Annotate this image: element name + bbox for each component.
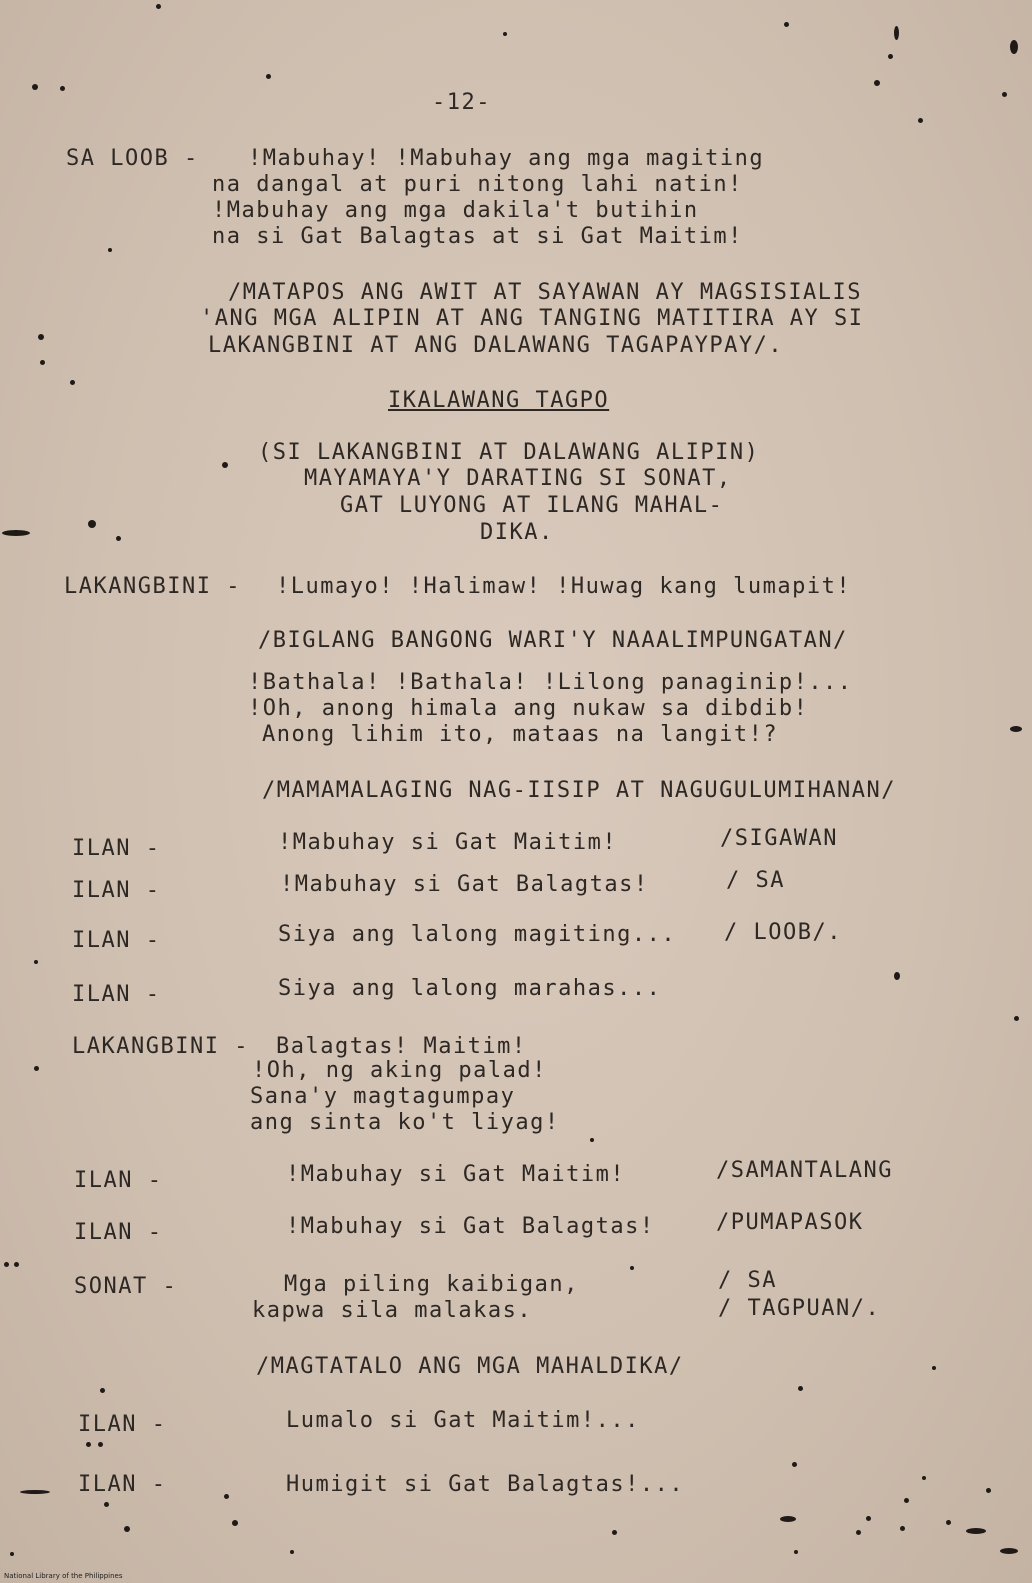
ink-speck — [798, 1386, 803, 1391]
ink-speck — [60, 86, 65, 91]
speaker-ilan: ILAN - — [72, 836, 161, 861]
verse-line: !Mabuhay! !Mabuhay ang mga magiting — [248, 146, 765, 171]
stage-direction: /BIGLANG BANGONG WARI'Y NAAALIMPUNGATAN/ — [258, 628, 848, 653]
scene-note: GAT LUYONG AT ILANG MAHAL- — [340, 493, 724, 518]
dialogue-line: Humigit si Gat Balagtas!... — [286, 1472, 685, 1497]
ink-speck — [932, 1366, 936, 1370]
ink-speck — [784, 22, 789, 27]
ink-speck — [1002, 92, 1007, 97]
dialogue-line: Siya ang lalong marahas... — [278, 976, 662, 1001]
dialogue-line: !Mabuhay si Gat Maitim! — [286, 1162, 626, 1187]
scene-note: MAYAMAYA'Y DARATING SI SONAT, — [304, 466, 732, 491]
ink-speck — [866, 1516, 871, 1521]
ink-speck — [100, 1388, 105, 1393]
speaker-ilan: ILAN - — [74, 1168, 163, 1193]
side-note: /SAMANTALANG — [716, 1158, 893, 1183]
stage-direction: /MAGTATALO ANG MGA MAHALDIKA/ — [256, 1354, 684, 1379]
ink-speck — [88, 520, 96, 528]
ink-speck — [14, 1262, 19, 1267]
scene-note: DIKA. — [480, 520, 554, 545]
speaker-ilan: ILAN - — [78, 1472, 167, 1497]
ink-speck — [104, 1502, 109, 1507]
dialogue-line: !Mabuhay si Gat Balagtas! — [286, 1214, 655, 1239]
verse-line: !Mabuhay ang mga dakila't butihin — [212, 198, 699, 223]
dialogue-line: !Bathala! !Bathala! !Lilong panaginip!... — [248, 670, 853, 695]
ink-smudge — [20, 1490, 50, 1494]
stage-direction: LAKANGBINI AT ANG DALAWANG TAGAPAYPAY/. — [208, 333, 784, 358]
speaker-sa-loob: SA LOOB - — [66, 146, 199, 171]
ink-speck — [904, 1498, 909, 1503]
dialogue-line: kapwa sila malakas. — [252, 1298, 533, 1323]
speaker-lakangbini: LAKANGBINI - — [72, 1034, 249, 1059]
ink-smudge — [2, 530, 30, 536]
side-note: / SA — [726, 868, 785, 893]
ink-speck — [232, 1520, 238, 1526]
ink-speck — [630, 1266, 634, 1270]
ink-speck — [612, 1530, 617, 1535]
speaker-ilan: ILAN - — [78, 1412, 167, 1437]
speaker-ilan: ILAN - — [74, 1220, 163, 1245]
side-note: /PUMAPASOK — [716, 1210, 864, 1235]
ink-speck — [290, 1550, 294, 1554]
ink-speck — [590, 1138, 594, 1142]
ink-speck — [86, 1442, 91, 1447]
verse-line: na dangal at puri nitong lahi natin! — [212, 172, 743, 197]
ink-speck — [10, 1552, 14, 1556]
side-note: / SA — [718, 1268, 777, 1293]
stage-direction: /MATAPOS ANG AWIT AT SAYAWAN AY MAGSISIALIS — [228, 280, 863, 305]
dialogue-line: Siya ang lalong magiting... — [278, 922, 677, 947]
dialogue-line: Mga piling kaibigan, — [284, 1272, 579, 1297]
ink-speck — [918, 118, 923, 123]
dialogue-line: Lumalo si Gat Maitim!... — [286, 1408, 640, 1433]
ink-speck — [38, 334, 44, 340]
dialogue-line: !Mabuhay si Gat Balagtas! — [280, 872, 649, 897]
library-footer: National Library of the Philippines — [4, 1572, 123, 1580]
scene-note: (SI LAKANGBINI AT DALAWANG ALIPIN) — [258, 440, 760, 465]
ink-speck — [156, 4, 161, 9]
speaker-ilan: ILAN - — [72, 982, 161, 1007]
dialogue-line: Sana'y magtagumpay — [250, 1084, 516, 1109]
ink-speck — [900, 1526, 905, 1531]
speaker-sonat: SONAT - — [74, 1274, 178, 1299]
dialogue-line: !Oh, anong himala ang nukaw sa dibdib! — [248, 696, 809, 721]
ink-speck — [98, 1442, 103, 1447]
ink-smudge — [780, 1516, 796, 1522]
ink-speck — [124, 1526, 130, 1532]
ink-speck — [946, 1520, 951, 1525]
ink-speck — [894, 972, 900, 980]
side-note: /SIGAWAN — [720, 826, 838, 851]
ink-speck — [32, 84, 38, 90]
ink-speck — [34, 960, 38, 964]
ink-speck — [856, 1530, 861, 1535]
ink-smudge — [1010, 726, 1022, 732]
ink-speck — [108, 248, 112, 252]
scene-title: IKALAWANG TAGPO — [388, 388, 610, 413]
dialogue-line: !Oh, ng aking palad! — [252, 1058, 547, 1083]
verse-line: na si Gat Balagtas at si Gat Maitim! — [212, 224, 743, 249]
ink-speck — [34, 1066, 39, 1071]
ink-speck — [1010, 40, 1018, 54]
ink-speck — [888, 54, 893, 59]
ink-speck — [792, 1462, 797, 1467]
side-note: / TAGPUAN/. — [718, 1296, 881, 1321]
dialogue-line: Balagtas! Maitim! — [276, 1034, 527, 1059]
ink-speck — [70, 380, 75, 385]
ink-speck — [874, 80, 880, 86]
stage-direction: /MAMAMALAGING NAG-IISIP AT NAGUGULUMIHANAN/ — [262, 778, 897, 803]
speaker-ilan: ILAN - — [72, 928, 161, 953]
ink-speck — [1014, 1016, 1019, 1021]
ink-speck — [503, 32, 507, 36]
dialogue-line: !Mabuhay si Gat Maitim! — [278, 830, 618, 855]
page-number: -12- — [432, 90, 491, 115]
speaker-ilan: ILAN - — [72, 878, 161, 903]
ink-speck — [40, 360, 45, 365]
dialogue-line: !Lumayo! !Halimaw! !Huwag kang lumapit! — [276, 574, 852, 599]
ink-speck — [222, 462, 228, 468]
dialogue-line: ang sinta ko't liyag! — [250, 1110, 560, 1135]
ink-speck — [894, 26, 899, 40]
stage-direction: 'ANG MGA ALIPIN AT ANG TANGING MATITIRA AY SI — [200, 306, 864, 331]
ink-smudge — [1000, 1548, 1018, 1554]
ink-speck — [4, 1262, 9, 1267]
ink-speck — [794, 1550, 798, 1554]
ink-smudge — [966, 1528, 986, 1534]
dialogue-line: Anong lihim ito, mataas na langit!? — [262, 722, 779, 747]
side-note: / LOOB/. — [724, 920, 842, 945]
ink-speck — [116, 536, 121, 541]
ink-speck — [922, 1476, 926, 1480]
ink-speck — [224, 1494, 229, 1499]
ink-speck — [986, 1488, 991, 1493]
ink-speck — [266, 74, 271, 79]
speaker-lakangbini: LAKANGBINI - — [64, 574, 241, 599]
